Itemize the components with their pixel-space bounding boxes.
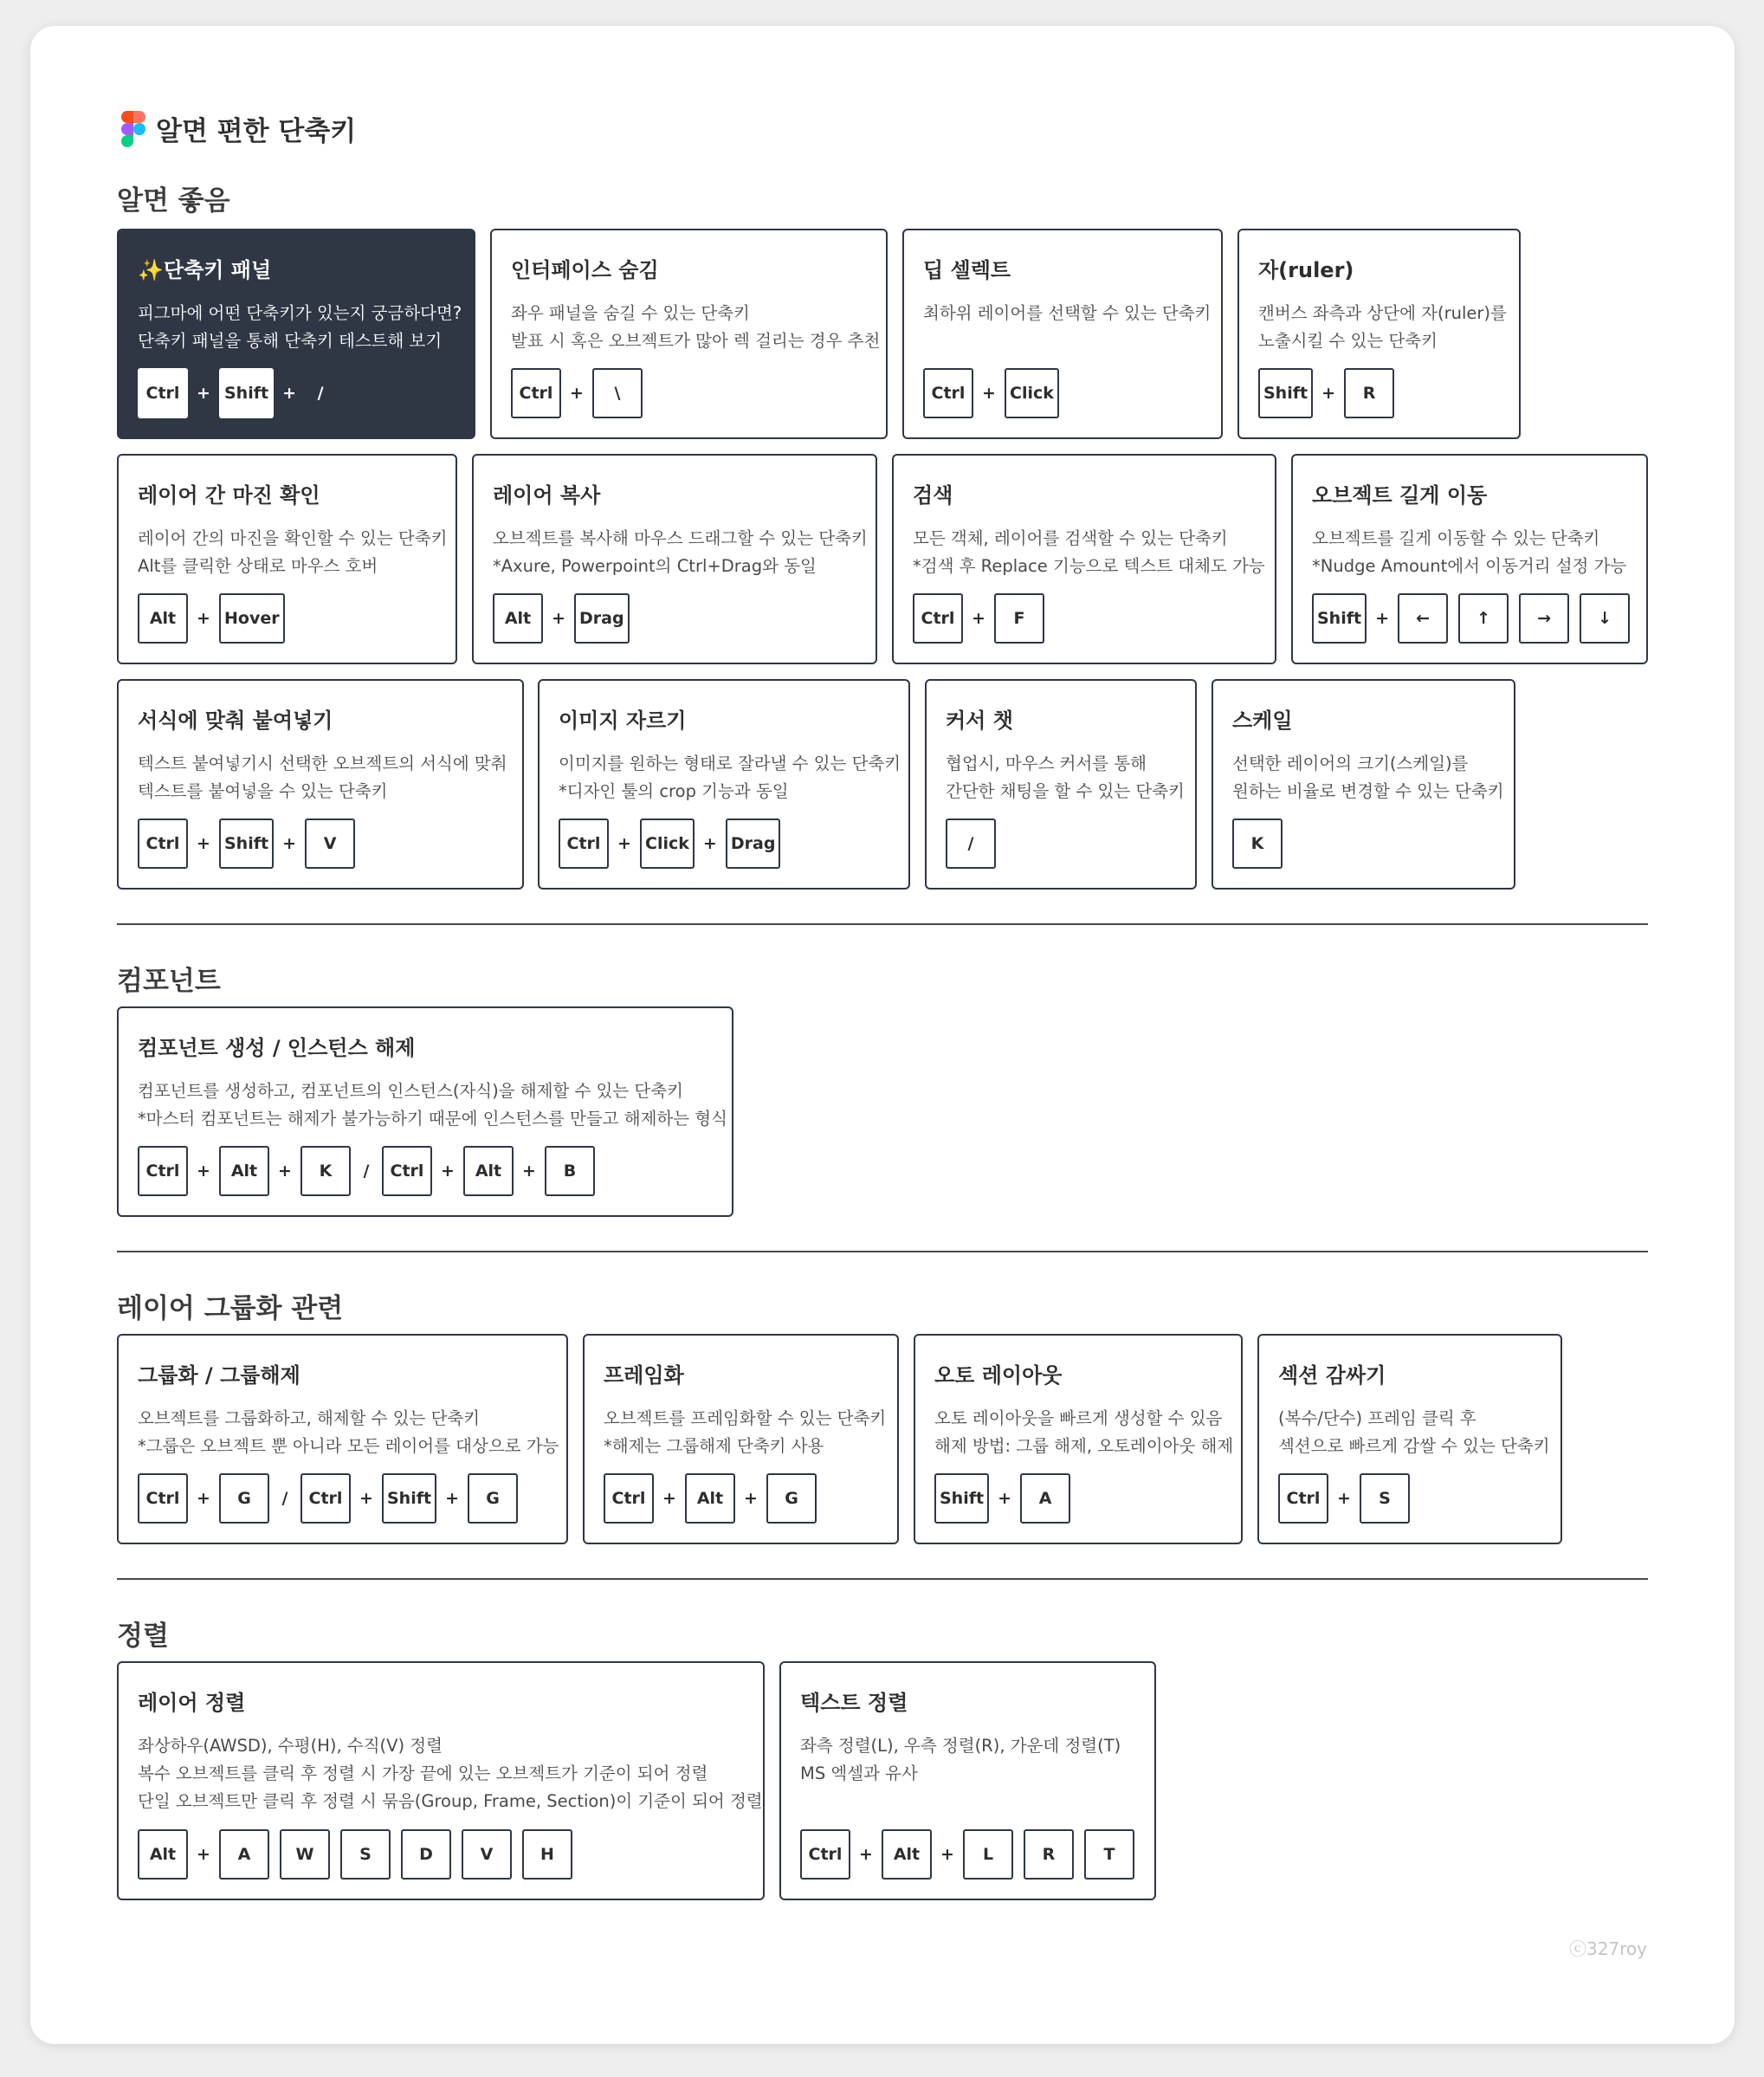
- description-line: 모든 객체, 레이어를 검색할 수 있는 단축키: [913, 528, 1228, 548]
- plus-separator: +: [617, 834, 631, 853]
- description-line: 원하는 비율로 변경할 수 있는 단축키: [1232, 781, 1504, 801]
- card-title: 이미지 자르기: [559, 709, 687, 733]
- card-description: [923, 300, 1211, 327]
- plus-separator: +: [1337, 1489, 1351, 1508]
- key-combo: [923, 368, 1059, 418]
- ctrl-key: Ctrl: [511, 368, 561, 418]
- shortcut-card: [1212, 679, 1515, 890]
- shortcut-card: [538, 679, 910, 890]
- card-title: 그룹화 / 그룹해제: [138, 1363, 300, 1388]
- shift-key: Shift: [382, 1473, 436, 1524]
- plus-separator: +: [282, 384, 297, 403]
- card-description: [934, 1405, 1233, 1460]
- plus-separator: +: [197, 1845, 210, 1864]
- slash-key: /: [946, 819, 996, 869]
- card-title: 프레임화: [604, 1363, 684, 1388]
- card-description: [1278, 1405, 1550, 1460]
- v-key: V: [462, 1829, 512, 1880]
- description-line: 단일 오브젝트만 클릭 후 정렬 시 묶음(Group, Frame, Section)이 기준이 되어 정렬: [138, 1791, 763, 1811]
- plus-separator: +: [859, 1845, 873, 1864]
- shift-key: Shift: [1312, 593, 1367, 644]
- key-combo: [946, 819, 996, 869]
- shortcut-card: [117, 229, 475, 439]
- shift-key: Shift: [219, 368, 274, 418]
- description-line: 오브젝트를 복사해 마우스 드래그할 수 있는 단축키: [493, 528, 868, 548]
- shortcut-card: [902, 229, 1223, 439]
- shortcut-card: [472, 454, 877, 664]
- shortcut-card: [117, 1661, 765, 1900]
- right-arrow-key: →: [1519, 593, 1569, 644]
- g-key: G: [468, 1473, 518, 1524]
- card-description: [138, 1405, 559, 1460]
- f-key: F: [994, 593, 1044, 644]
- description-line: 텍스트 붙여넣기시 선택한 오브젝트의 서식에 맞춰: [138, 754, 507, 773]
- card-description: [138, 1077, 727, 1133]
- section-title-layer-group: 레이어 그룹화 관련: [117, 1293, 344, 1324]
- alt-key: Alt: [138, 1829, 188, 1880]
- card-title: 스케일: [1232, 709, 1293, 733]
- section-title-align: 정렬: [117, 1621, 169, 1652]
- description-line: *검색 후 Replace 기능으로 텍스트 대체도 가능: [913, 556, 1265, 576]
- plus-separator: +: [702, 834, 717, 853]
- plus-separator: +: [197, 834, 210, 853]
- r-key: R: [1024, 1829, 1074, 1880]
- w-key: W: [280, 1829, 330, 1880]
- plus-separator: +: [662, 1489, 676, 1508]
- plus-separator: +: [744, 1489, 758, 1508]
- divider: [117, 923, 1648, 925]
- page-title: 알면 편한 단축키: [156, 116, 357, 147]
- v-key: V: [305, 819, 355, 869]
- description-line: 오브젝트를 그룹화하고, 해제할 수 있는 단축키: [138, 1408, 481, 1428]
- key-combo: [1258, 368, 1394, 418]
- alt-key: Alt: [685, 1473, 735, 1524]
- description-line: *마스터 컴포넌트는 해제가 불가능하기 때문에 인스턴스를 만들고 해제하는 형식: [138, 1109, 727, 1129]
- description-line: *디자인 툴의 crop 기능과 동일: [559, 781, 789, 801]
- description-line: 좌상하우(AWSD), 수평(H), 수직(V) 정렬: [138, 1736, 443, 1756]
- divider: [117, 1578, 1648, 1580]
- shortcut-card: [1257, 1334, 1562, 1544]
- card-description: [493, 525, 868, 580]
- ctrl-key: Ctrl: [604, 1473, 654, 1524]
- card-title: 레이어 간 마진 확인: [138, 483, 320, 508]
- description-line: 해제 방법: 그룹 해제, 오토레이아웃 해제: [934, 1436, 1234, 1456]
- click-key: Click: [1005, 368, 1059, 418]
- description-line: 섹션으로 빠르게 감쌀 수 있는 단축키: [1278, 1436, 1550, 1456]
- key-combo: [493, 593, 630, 644]
- key-combo: [800, 1829, 1134, 1880]
- or-separator: /: [281, 1489, 288, 1508]
- shortcut-card: [117, 679, 524, 890]
- k-key: K: [300, 1146, 351, 1196]
- description-line: 좌우 패널을 숨길 수 있는 단축키: [511, 303, 750, 323]
- shortcut-card: [117, 1334, 568, 1544]
- key-combo: [138, 593, 285, 644]
- plus-separator: +: [197, 609, 210, 628]
- drag-key: Drag: [726, 819, 781, 869]
- shortcut-card: [1237, 229, 1521, 439]
- card-title: 텍스트 정렬: [800, 1691, 908, 1715]
- card-description: [559, 750, 901, 806]
- ctrl-key: Ctrl: [800, 1829, 850, 1880]
- alt-key: Alt: [882, 1829, 932, 1880]
- r-key: R: [1344, 368, 1394, 418]
- section-title-component: 컴포넌트: [117, 966, 221, 997]
- or-separator: /: [363, 1161, 370, 1181]
- card-title: 오브젝트 길게 이동: [1312, 483, 1488, 508]
- shortcut-card: [490, 229, 888, 439]
- description-line: 레이어 간의 마진을 확인할 수 있는 단축키: [138, 528, 448, 548]
- ctrl-key: Ctrl: [559, 819, 609, 869]
- key-combo: [138, 819, 355, 869]
- a-key: A: [219, 1829, 269, 1880]
- plus-separator: +: [1321, 384, 1336, 403]
- description-line: 오브젝트를 프레임화할 수 있는 단축키: [604, 1408, 887, 1428]
- description-line: 간단한 채팅을 할 수 있는 단축키: [946, 781, 1185, 801]
- key-combo: [138, 1473, 518, 1524]
- shortcut-card: [892, 454, 1276, 664]
- card-description: [138, 750, 507, 806]
- plus-separator: +: [445, 1489, 460, 1508]
- s-key: S: [1360, 1473, 1410, 1524]
- alt-key: Alt: [138, 593, 188, 644]
- shortcut-card: [117, 454, 457, 664]
- a-key: A: [1020, 1473, 1070, 1524]
- shortcut-card: [779, 1661, 1156, 1900]
- shortcut-card: [925, 679, 1197, 890]
- plus-separator: +: [522, 1161, 536, 1181]
- card-description: [138, 1732, 763, 1815]
- card-description: [946, 750, 1185, 806]
- g-key: G: [219, 1473, 269, 1524]
- key-combo: [1232, 819, 1283, 869]
- card-title: 자(ruler): [1258, 258, 1354, 282]
- drag-key: Drag: [574, 593, 630, 644]
- description-line: *Nudge Amount에서 이동거리 설정 가능: [1312, 556, 1627, 576]
- plus-separator: +: [359, 1489, 373, 1508]
- key-combo: [511, 368, 643, 418]
- key-combo: [138, 1829, 572, 1880]
- divider: [117, 1251, 1648, 1252]
- card-title: 인터페이스 숨김: [511, 258, 659, 282]
- plus-separator: +: [552, 609, 565, 628]
- description-line: 이미지를 원하는 형태로 잘라낼 수 있는 단축키: [559, 754, 901, 773]
- shift-key: Shift: [1258, 368, 1313, 418]
- plus-separator: +: [940, 1845, 954, 1864]
- click-key: Click: [640, 819, 695, 869]
- card-description: [1258, 300, 1507, 355]
- card-description: [511, 300, 880, 355]
- b-key: B: [545, 1146, 595, 1196]
- card-title: 섹션 감싸기: [1278, 1363, 1386, 1388]
- plus-separator: +: [982, 384, 996, 403]
- g-key: G: [766, 1473, 817, 1524]
- description-line: (복수/단수) 프레임 클릭 후: [1278, 1408, 1476, 1428]
- alt-key: Alt: [219, 1146, 269, 1196]
- card-title: ✨단축키 패널: [138, 258, 272, 282]
- description-line: 선택한 레이어의 크기(스케일)를: [1232, 754, 1469, 773]
- k-key: K: [1232, 819, 1283, 869]
- ctrl-key: Ctrl: [300, 1473, 351, 1524]
- key-combo: [138, 368, 336, 418]
- description-line: 협업시, 마우스 커서를 통해: [946, 754, 1147, 773]
- ctrl-key: Ctrl: [913, 593, 963, 644]
- plus-separator: +: [197, 1161, 210, 1181]
- key-combo: [1312, 593, 1630, 644]
- shortcut-card: [583, 1334, 899, 1544]
- card-description: [1312, 525, 1626, 580]
- ctrl-key: Ctrl: [138, 819, 188, 869]
- d-key: D: [401, 1829, 451, 1880]
- card-description: [138, 300, 462, 355]
- description-line: *해제는 그룹해제 단축키 사용: [604, 1436, 824, 1456]
- left-arrow-key: ←: [1398, 593, 1448, 644]
- shortcut-card: [914, 1334, 1243, 1544]
- card-title: 서식에 맞춰 붙여넣기: [138, 709, 333, 733]
- ctrl-key: Ctrl: [138, 1473, 188, 1524]
- plus-separator: +: [1375, 609, 1390, 628]
- description-line: 단축키 패널을 통해 단축키 테스트해 보기: [138, 331, 443, 351]
- key-combo: [138, 1146, 595, 1196]
- or-separator: /: [317, 384, 324, 403]
- alt-key: Alt: [493, 593, 543, 644]
- key-combo: [913, 593, 1044, 644]
- backslash-key: \: [592, 368, 643, 418]
- description-line: 캔버스 좌측과 상단에 자(ruler)를: [1258, 303, 1507, 323]
- description-line: *Axure, Powerpoint의 Ctrl+Drag와 동일: [493, 556, 817, 576]
- plus-separator: +: [441, 1161, 455, 1181]
- shift-key: Shift: [219, 819, 274, 869]
- description-line: *그룹은 오브젝트 뿐 아니라 모든 레이어를 대상으로 가능: [138, 1436, 559, 1456]
- key-combo: [1278, 1473, 1410, 1524]
- card-description: [913, 525, 1265, 580]
- description-line: 피그마에 어떤 단축키가 있는지 궁금하다면?: [138, 303, 462, 323]
- key-combo: [559, 819, 780, 869]
- credit: ⓒ327roy: [1568, 1938, 1647, 1959]
- section-title-basic: 알면 좋음: [117, 185, 230, 217]
- card-title: 오토 레이아웃: [934, 1363, 1063, 1388]
- card-description: [604, 1405, 886, 1460]
- s-key: S: [340, 1829, 391, 1880]
- ctrl-key: Ctrl: [382, 1146, 432, 1196]
- ctrl-key: Ctrl: [923, 368, 973, 418]
- description-line: MS 엑셀과 유사: [800, 1763, 918, 1783]
- figma-logo-icon: [120, 111, 146, 149]
- plus-separator: +: [197, 1489, 210, 1508]
- ctrl-key: Ctrl: [138, 1146, 188, 1196]
- plus-separator: +: [282, 834, 297, 853]
- description-line: 컴포넌트를 생성하고, 컴포넌트의 인스턴스(자식)을 해제할 수 있는 단축키: [138, 1081, 683, 1101]
- plus-separator: +: [998, 1489, 1012, 1508]
- plus-separator: +: [278, 1161, 292, 1181]
- description-line: 발표 시 혹은 오브젝트가 많아 렉 걸리는 경우 추천: [511, 331, 881, 351]
- description-line: 좌측 정렬(L), 우측 정렬(R), 가운데 정렬(T): [800, 1736, 1121, 1756]
- description-line: Alt를 클릭한 상태로 마우스 호버: [138, 556, 378, 576]
- description-line: 복수 오브젝트를 클릭 후 정렬 시 가장 끝에 있는 오브젝트가 기준이 되어 정렬: [138, 1763, 708, 1783]
- t-key: T: [1084, 1829, 1134, 1880]
- card-title: 레이어 복사: [493, 483, 601, 508]
- l-key: L: [963, 1829, 1013, 1880]
- shortcut-card: [1291, 454, 1648, 664]
- description-line: 노출시킬 수 있는 단축키: [1258, 331, 1438, 351]
- card-description: [800, 1732, 1121, 1788]
- shortcut-card: [117, 1006, 733, 1217]
- description-line: 텍스트를 붙여넣을 수 있는 단축키: [138, 781, 388, 801]
- shift-key: Shift: [934, 1473, 989, 1524]
- card-title: 컴포넌트 생성 / 인스턴스 해제: [138, 1036, 416, 1060]
- description-line: 오토 레이아웃을 빠르게 생성할 수 있음: [934, 1408, 1223, 1428]
- card-title: 커서 챗: [946, 709, 1013, 733]
- card-description: [138, 525, 447, 580]
- plus-separator: +: [570, 384, 584, 403]
- up-arrow-key: ↑: [1458, 593, 1509, 644]
- plus-separator: +: [972, 609, 985, 628]
- ctrl-key: Ctrl: [1278, 1473, 1328, 1524]
- alt-key: Alt: [463, 1146, 514, 1196]
- card-title: 레이어 정렬: [138, 1691, 246, 1715]
- description-line: 오브젝트를 길게 이동할 수 있는 단축키: [1312, 528, 1600, 548]
- hover-key: Hover: [219, 593, 285, 644]
- card-title: 딥 셀렉트: [923, 258, 1011, 282]
- card-title: 검색: [913, 483, 953, 508]
- ctrl-key: Ctrl: [138, 368, 188, 418]
- h-key: H: [522, 1829, 572, 1880]
- description-line: 최하위 레이어를 선택할 수 있는 단축키: [923, 303, 1212, 323]
- down-arrow-key: ↓: [1580, 593, 1630, 644]
- plus-separator: +: [197, 384, 210, 403]
- key-combo: [934, 1473, 1070, 1524]
- key-combo: [604, 1473, 817, 1524]
- card-description: [1232, 750, 1504, 806]
